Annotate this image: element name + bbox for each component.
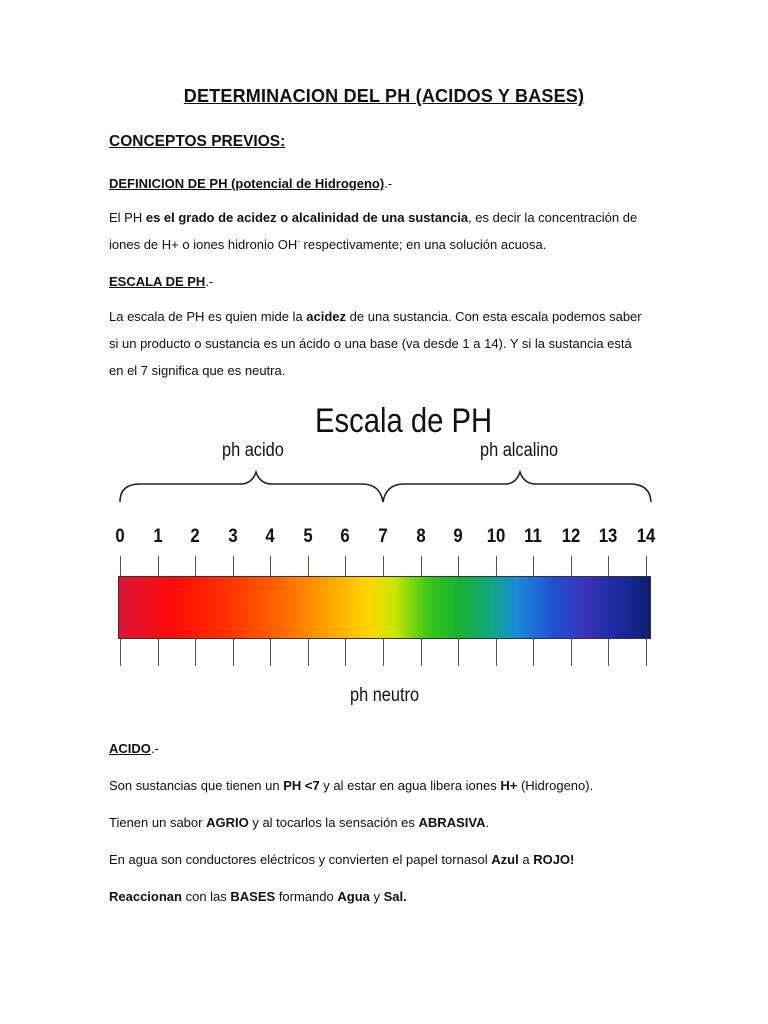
tick-label-11: 11 [524, 526, 543, 547]
text-run-bold: ROJO! [533, 852, 575, 867]
acid-range-label: ph acido [222, 440, 284, 461]
text-run-bold: es el grado de acidez o alcalinidad de una sustancia [145, 210, 469, 225]
text-run-bold: acidez [306, 309, 347, 324]
escala-paragraph [109, 303, 669, 384]
text-run-bold: PH <7 [283, 778, 320, 793]
section-heading-conceptos: CONCEPTOS PREVIOS: [109, 133, 286, 150]
tick-label-4: 4 [265, 526, 275, 547]
text-run: a [518, 852, 534, 867]
text-run: formando [275, 889, 338, 904]
tick-label-8: 8 [415, 526, 426, 547]
definicion-heading-line [109, 170, 669, 197]
text-run-bold: ABRASIVA [418, 815, 486, 830]
alkaline-range-label: ph alcalino [480, 440, 559, 461]
acido-heading-suffix: .- [150, 741, 159, 756]
acido-heading-line [109, 735, 669, 762]
tick-label-12: 12 [561, 526, 581, 547]
text-run: , es decir la concentración de [468, 210, 638, 225]
tick-label-9: 9 [453, 526, 463, 547]
text-run: iones de H+ o iones hidronio OH [109, 237, 298, 252]
text-run: y al tocarlos la sensación es [248, 815, 419, 830]
ph-tick-labels [100, 526, 670, 556]
text-run: con las [181, 889, 231, 904]
escala-heading-suffix: .- [205, 274, 214, 289]
acido-paragraph-3 [109, 846, 669, 873]
tick-label-13: 13 [599, 526, 618, 547]
tick-label-1: 1 [152, 526, 163, 547]
text-run: (Hidrogeno). [517, 778, 594, 793]
tick-label-6: 6 [340, 526, 351, 547]
definicion-heading-suffix: .- [384, 176, 393, 191]
acido-paragraph-2 [109, 809, 669, 836]
text-run: si un producto o sustancia es un ácido o una base (va desde 1 a 14). Y si la sustancia está [109, 336, 632, 351]
text-run-bold: BASES [230, 889, 276, 904]
tick-label-3: 3 [228, 526, 238, 547]
alkaline-brace [383, 472, 651, 502]
text-run: en el 7 significa que es neutra. [109, 363, 286, 378]
text-run: y [369, 889, 384, 904]
text-run: y al estar en agua libera iones [319, 778, 501, 793]
text-run-bold: Sal. [383, 889, 407, 904]
tick-label-0: 0 [115, 526, 125, 547]
page-title: DETERMINACION DEL PH (ACIDOS Y BASES) [183, 86, 585, 106]
ph-gradient-bar [118, 576, 651, 639]
text-run: de una sustancia. Con esta escala podemos saber [346, 309, 642, 324]
neutral-label: ph neutro [350, 685, 420, 706]
superscript: - [297, 236, 300, 246]
text-run-bold: Reaccionan [109, 889, 182, 904]
acido-heading: ACIDO [109, 741, 151, 756]
definicion-heading: DEFINICION DE PH (potencial de Hidrogeno) [109, 176, 385, 191]
acido-paragraph-4 [109, 883, 669, 910]
definicion-paragraph [109, 204, 669, 258]
tick-label-10: 10 [486, 526, 506, 547]
text-run-bold: Agua [337, 889, 370, 904]
text-run: Tienen un sabor [109, 815, 207, 830]
escala-heading-line [109, 268, 669, 295]
text-run: La escala de PH es quien mide la [109, 309, 307, 324]
ph-color-scale [118, 556, 651, 666]
text-run: . [485, 815, 490, 830]
text-run-bold: Azul [491, 852, 519, 867]
escala-heading: ESCALA DE PH [109, 274, 206, 289]
range-braces [100, 462, 670, 512]
acid-brace [120, 472, 383, 502]
tick-label-7: 7 [378, 526, 388, 547]
tick-label-14: 14 [636, 526, 656, 547]
acido-paragraph-1 [109, 772, 669, 799]
figure-title: Escala de PH [315, 402, 493, 440]
text-run: En agua son conductores eléctricos y convierten el papel tornasol [109, 852, 492, 867]
text-run-bold: AGRIO [206, 815, 249, 830]
tick-label-5: 5 [303, 526, 313, 547]
text-run-bold: H+ [500, 778, 518, 793]
text-run: Son sustancias que tienen un [109, 778, 284, 793]
text-run: respectivamente; en una solución acuosa. [299, 237, 547, 252]
ph-scale-figure [100, 392, 670, 722]
text-run: El PH [109, 210, 146, 225]
tick-label-2: 2 [190, 526, 200, 547]
